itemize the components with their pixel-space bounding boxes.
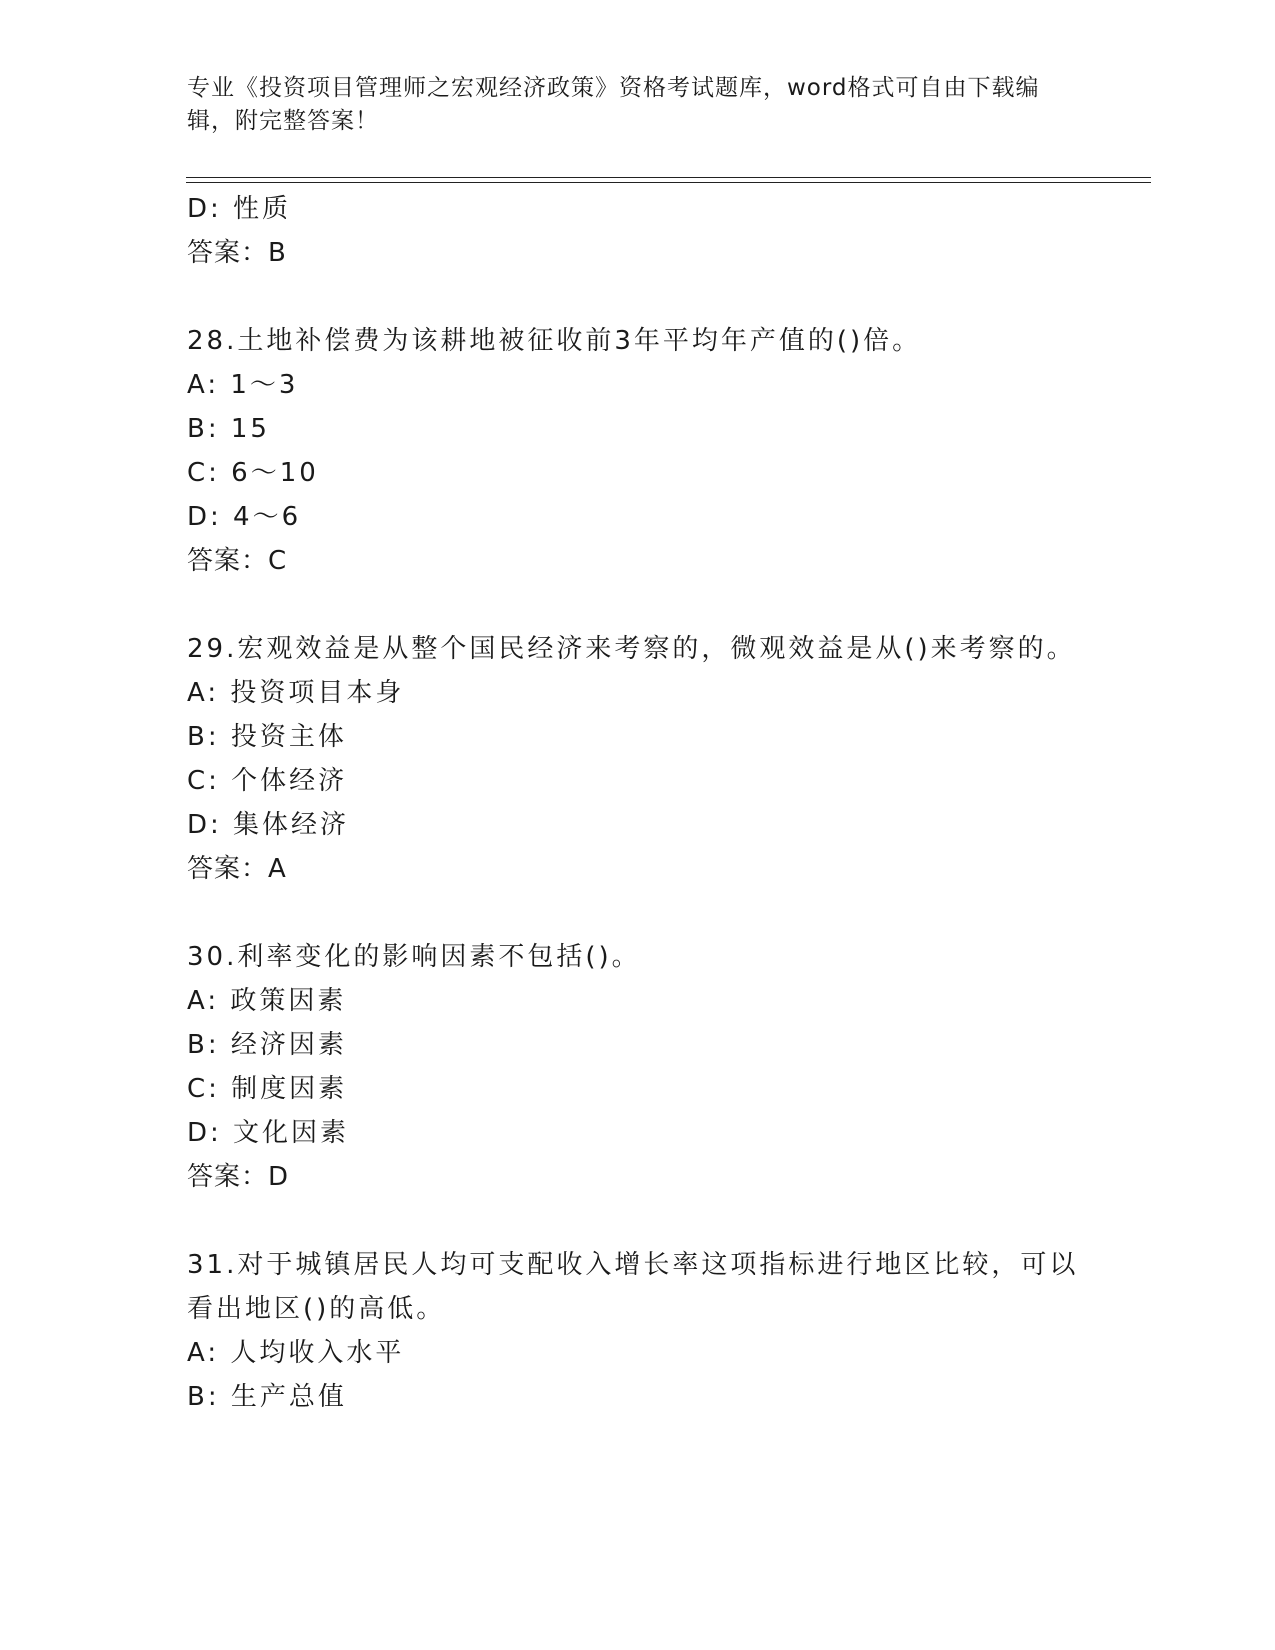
q29-option-d: D: 集体经济 bbox=[187, 810, 350, 840]
q29-option-b: B: 投资主体 bbox=[187, 722, 347, 752]
q30-stem: 30.利率变化的影响因素不包括()。 bbox=[187, 942, 641, 972]
q29-option-a: A: 投资项目本身 bbox=[187, 678, 405, 708]
prev-option-d: D: 性质 bbox=[187, 194, 292, 224]
q28-option-a: A: 1～3 bbox=[187, 370, 299, 400]
document-header: 专业《投资项目管理师之宏观经济政策》资格考试题库，word格式可自由下载编辑，附完整答案！ bbox=[187, 75, 1040, 134]
prev-answer: 答案：B bbox=[187, 238, 287, 268]
header-divider-top bbox=[186, 177, 1151, 178]
q30-option-b: B: 经济因素 bbox=[187, 1030, 347, 1060]
q29-stem: 29.宏观效益是从整个国民经济来考察的，微观效益是从()来考察的。 bbox=[187, 634, 1076, 664]
q31-option-b: B: 生产总值 bbox=[187, 1382, 347, 1412]
q28-stem: 28.土地补偿费为该耕地被征收前3年平均年产值的()倍。 bbox=[187, 326, 922, 356]
q31-option-a: A: 人均收入水平 bbox=[187, 1338, 405, 1368]
q30-answer: 答案：D bbox=[187, 1162, 290, 1192]
q30-option-d: D: 文化因素 bbox=[187, 1118, 350, 1148]
q28-answer: 答案：C bbox=[187, 546, 288, 576]
q30-option-a: A: 政策因素 bbox=[187, 986, 347, 1016]
q30-option-c: C: 制度因素 bbox=[187, 1074, 348, 1104]
q29-answer: 答案：A bbox=[187, 854, 287, 884]
header-divider-bottom bbox=[186, 182, 1151, 183]
q28-option-c: C: 6～10 bbox=[187, 458, 319, 488]
q29-option-c: C: 个体经济 bbox=[187, 766, 348, 796]
q31-stem-line-2: 看出地区()的高低。 bbox=[187, 1294, 446, 1324]
q28-option-d: D: 4～6 bbox=[187, 502, 302, 532]
q31-stem-line-1: 31.对于城镇居民人均可支配收入增长率这项指标进行地区比较，可以 bbox=[187, 1250, 1079, 1280]
q28-option-b: B: 15 bbox=[187, 414, 270, 444]
